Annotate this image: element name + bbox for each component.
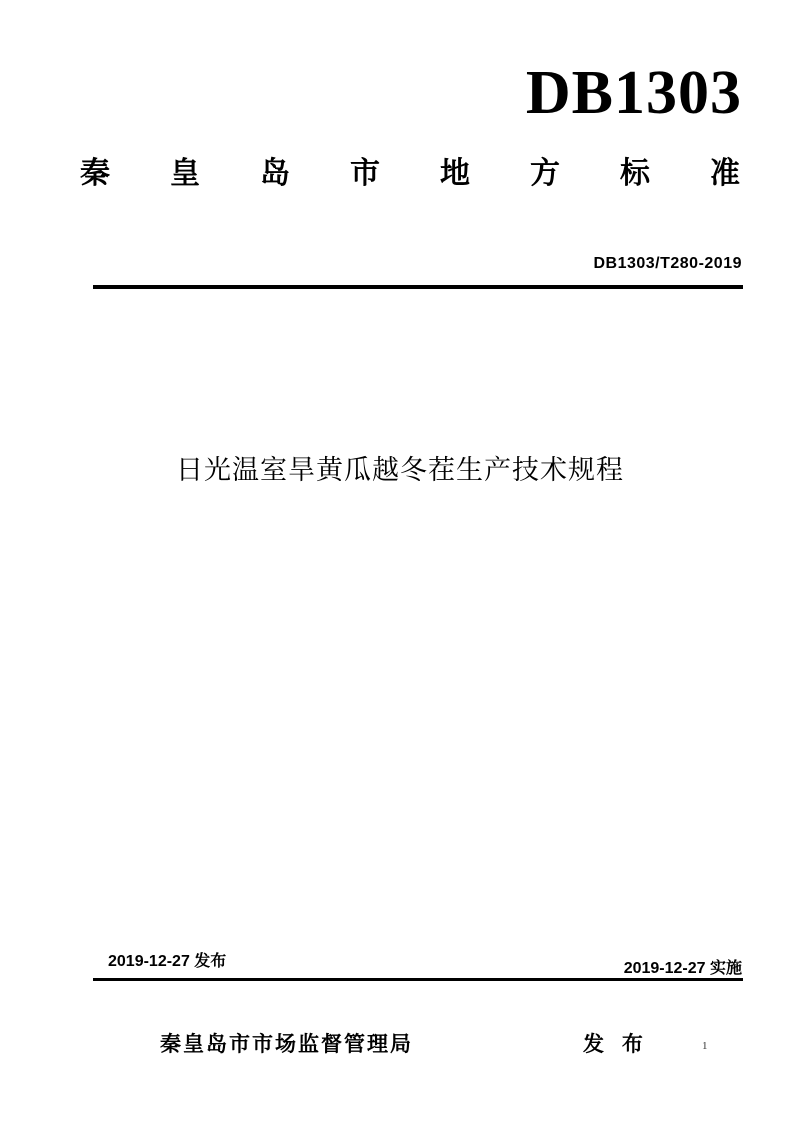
header-divider-rule <box>93 285 743 289</box>
standard-number: DB1303/T280-2019 <box>593 255 742 272</box>
org-char-5: 方 <box>530 157 560 190</box>
org-char-6: 标 <box>620 157 650 190</box>
footer-divider-rule-right <box>513 978 743 981</box>
issue-date: 2019-12-27 发布 <box>108 953 227 970</box>
org-char-0: 秦 <box>80 157 110 190</box>
org-char-7: 准 <box>710 157 740 190</box>
publisher-name: 秦皇岛市市场监督管理局 <box>160 1033 413 1056</box>
organization-title <box>80 148 740 192</box>
org-char-2: 岛 <box>260 157 290 190</box>
effective-date: 2019-12-27 实施 <box>623 960 742 977</box>
page-number: 1 <box>702 1040 708 1052</box>
org-char-4: 地 <box>440 157 470 190</box>
org-char-1: 皇 <box>170 157 200 190</box>
standard-code: DB1303 <box>525 59 742 127</box>
footer-divider-rule-left <box>93 978 513 981</box>
page-title: 日光温室旱黄瓜越冬茬生产技术规程 <box>176 455 624 485</box>
org-char-3: 市 <box>350 157 380 190</box>
publish-label: 发 布 <box>583 1033 649 1056</box>
